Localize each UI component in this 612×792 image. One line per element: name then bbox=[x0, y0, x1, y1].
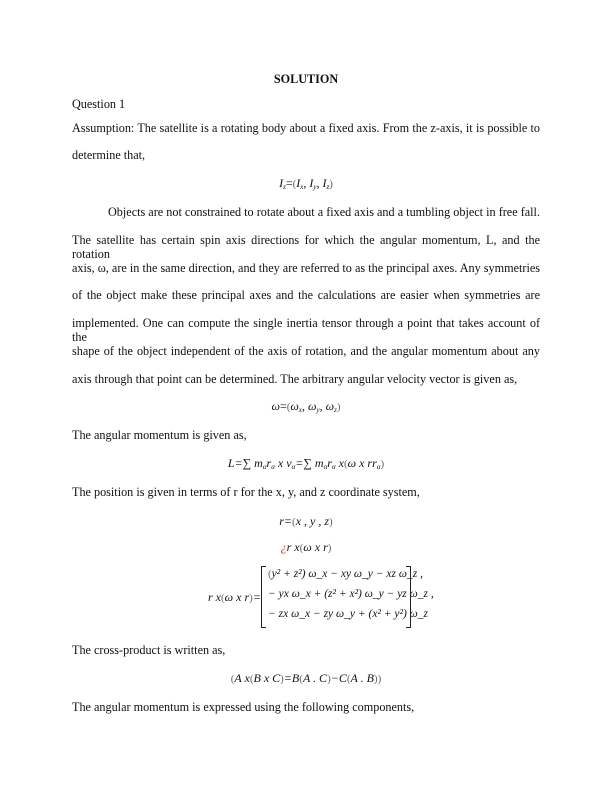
equation-inertia: $I_z=(I_x$, $I_y$, $I_z$) bbox=[279, 176, 333, 191]
page-title: SOLUTION bbox=[273, 72, 339, 86]
equation-cross-term: ¿r x(ω x r) bbox=[280, 540, 332, 554]
final-line: The angular momentum is expressed using the following components, bbox=[72, 700, 415, 714]
paragraph-line-2: The satellite has certain spin axis directions for which the angular momentum, L, and the rotation bbox=[72, 233, 540, 261]
matrix-label: r x(ω x r)= bbox=[208, 590, 261, 604]
matrix-right-bracket bbox=[406, 566, 411, 628]
paragraph-line-7: axis through that point can be determined. The arbitrary angular velocity vector is given as, bbox=[72, 372, 518, 386]
assumption-line-1: Assumption: The satellite is a rotating body about a fixed axis. From the z-axis, it is possible to bbox=[72, 121, 540, 135]
matrix-equation bbox=[208, 566, 434, 628]
equation-angular-momentum: L=∑ $m_\alpha r_\alpha$ x $v_\alpha=\sum$ $m_\alpha r_\alpha$ x(ω x $rr_\alpha$) bbox=[227, 456, 385, 471]
equation-cross-product: (A x(B x C)=B(A . C)−C(A . B)) bbox=[230, 671, 382, 685]
paragraph-line-5: implemented. One can compute the single inertia tensor through a point that takes account of the bbox=[72, 316, 540, 344]
angular-momentum-intro: The angular momentum is given as, bbox=[72, 428, 247, 442]
cross-product-intro: The cross-product is written as, bbox=[72, 643, 226, 657]
matrix-row-3: − zx ω_x − zy ω_y + (x² + y²) ω_z bbox=[268, 608, 429, 620]
position-intro: The position is given in terms of r for the x, y, and z coordinate system, bbox=[72, 485, 420, 499]
equation-angular-velocity: $\omega=(\omega_x$, $\omega_y$, $\omega_z$) bbox=[271, 399, 341, 414]
matrix-row-2: − yx ω_x + (z² + x²) ω_y − yz ω_z , bbox=[268, 588, 434, 600]
assumption-line-2: determine that, bbox=[72, 148, 146, 162]
matrix-left-bracket bbox=[261, 566, 266, 628]
matrix-row-1: (y² + z²) ω_x − xy ω_y − xz ω_z , bbox=[268, 568, 423, 580]
paragraph-line-3: axis, ω, are in the same direction, and they are referred to as the principal axes. Any symmetries bbox=[72, 261, 540, 275]
equation-position: r=(x , y , z) bbox=[279, 514, 333, 528]
question-label: Question 1 bbox=[72, 97, 126, 111]
paragraph-line-6: shape of the object independent of the axis of rotation, and the angular momentum about any bbox=[72, 344, 540, 358]
paragraph-line-1: Objects are not constrained to rotate about a fixed axis and a tumbling object in free fall. bbox=[108, 205, 540, 219]
paragraph-line-4: of the object make these principal axes and the calculations are easier when symmetries are bbox=[72, 288, 540, 302]
